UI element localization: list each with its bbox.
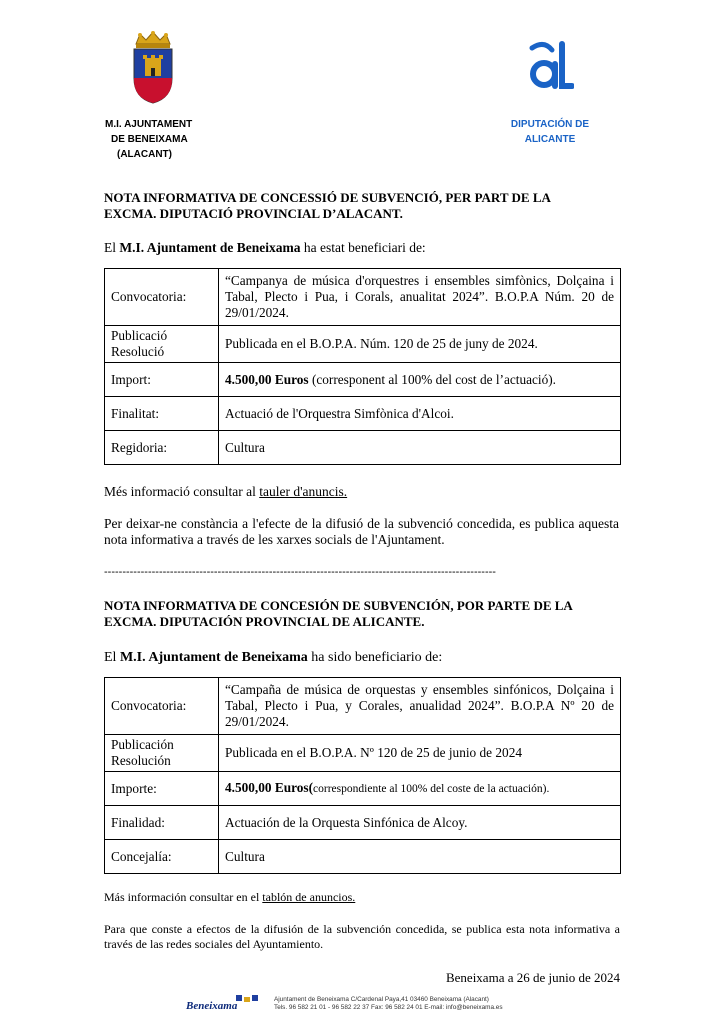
val-more-pre: Més informació consultar al [104, 484, 260, 499]
cas-value-finalidad: Actuación de la Orquesta Sinfónica de Alcoy. [219, 806, 621, 840]
table-row [105, 431, 621, 465]
val-label-import: Import: [105, 363, 219, 397]
cas-intro-post: ha sido beneficiario de: [307, 650, 443, 665]
val-more-info [104, 484, 347, 500]
footer-brand: Beneixama [186, 1000, 238, 1012]
ajuntament-line3: (ALACANT) [117, 149, 172, 160]
cas-importe-amount: 4.500,00 Euros( [225, 780, 314, 795]
cas-label-finalidad: Finalidad: [105, 806, 219, 840]
val-label-finalitat: Finalitat: [105, 397, 219, 431]
val-value-import [219, 363, 621, 397]
section-separator: ----------------------------------------------------------------------------------------------------------- [104, 566, 496, 578]
val-import-note: (corresponent al 100% del cost de l’actuació). [308, 371, 556, 387]
cas-label-concejalia: Concejalía: [105, 840, 219, 874]
val-label-publicacio: Publicació Resolució [105, 326, 219, 363]
val-label-regidoria: Regidoria: [105, 431, 219, 465]
cas-intro [104, 650, 442, 666]
val-value-regidoria: Cultura [219, 431, 621, 465]
diputacion-line1: DIPUTACIÓN DE [510, 119, 590, 130]
cas-closing: Para que conste a efectos de la difusión de la subvención concedida, se publica esta nota informativa a través de las redes sociales del Ayuntamiento. [104, 922, 620, 951]
cas-more-pre: Más información consultar en el [104, 890, 263, 904]
cas-label-publicacion: Publicación Resolución [105, 735, 219, 772]
ajuntament-line1: M.I. AJUNTAMENT [105, 119, 193, 130]
table-row [105, 840, 621, 874]
document-date: Beneixama a 26 de junio de 2024 [445, 970, 620, 985]
cas-info-table [104, 677, 621, 874]
val-value-finalitat: Actuació de l'Orquestra Simfònica d'Alcoi. [219, 397, 621, 431]
val-intro-bold: M.I. Ajuntament de Beneixama [119, 240, 301, 255]
table-row [105, 269, 621, 326]
cas-value-publicacion: Publicada en el B.O.P.A. Nº 120 de 25 de junio de 2024 [219, 735, 621, 772]
val-closing: Per deixar-ne constància a l'efecte de la difusió de la subvenció concedida, es publica aquesta nota informativa a través de les xarxes socials de l'Ajuntament. [104, 516, 619, 547]
diputacion-header [490, 117, 610, 147]
val-value-publicacio: Publicada en el B.O.P.A. Núm. 120 de 25 de juny de 2024. [219, 326, 621, 363]
val-label-convocatoria: Convocatoria: [105, 269, 219, 326]
table-row [105, 397, 621, 431]
table-row [105, 772, 621, 806]
table-row [105, 735, 621, 772]
cas-intro-pre: El [104, 650, 120, 665]
val-tauler-link[interactable]: tauler d'anuncis. [259, 484, 348, 499]
val-import-amount: 4.500,00 Euros [225, 371, 309, 387]
cas-label-importe: Importe: [105, 772, 219, 806]
ajuntament-header [105, 117, 215, 162]
cas-value-importe [219, 772, 621, 806]
cas-more-info [104, 890, 355, 905]
val-title: NOTA INFORMATIVA DE CONCESSIÓ DE SUBVENCIÓ, PER PART DE LA EXCMA. DIPUTACIÓ PROVINCIAL D’ALACANT. [104, 190, 551, 221]
diputacion-alicante-logo-icon [528, 40, 574, 92]
table-row [105, 363, 621, 397]
footer-brand-logo [186, 993, 266, 1015]
val-intro-post: ha estat beneficiari de: [300, 240, 426, 255]
val-intro [104, 240, 426, 256]
table-row [105, 806, 621, 840]
table-row [105, 326, 621, 363]
cas-title: NOTA INFORMATIVA DE CONCESIÓN DE SUBVENCIÓN, POR PARTE DE LA EXCMA. DIPUTACIÓN PROVINCIAL DE ALICANTE. [104, 598, 573, 629]
footer-address [274, 996, 574, 1012]
beneixama-coat-of-arms-icon [128, 30, 178, 105]
diputacion-line2: ALICANTE [524, 134, 576, 145]
table-row [105, 678, 621, 735]
cas-value-concejalia: Cultura [219, 840, 621, 874]
cas-value-convocatoria: “Campaña de música de orquestas y ensembles sinfónicos, Dolçaina i Tabal, Plecto i Pua, y Corales, anualidad 2024”. B.O.P.A Nº 20 de 29/01/2024. [219, 678, 621, 735]
val-value-convocatoria: “Campanya de música d'orquestres i ensembles simfònics, Dolçaina i Tabal, Plecto i Pua, i Corals, anualitat 2024”. B.O.P.A Núm. 20 de 29/01/2024. [219, 269, 621, 326]
cas-tablon-link[interactable]: tablón de anuncios. [262, 890, 356, 904]
val-intro-pre: El [104, 240, 120, 255]
footer-address-line1: Ajuntament de Beneixama C/Cardenal Paya,41 03460 Beneixama (Alacant) [274, 996, 489, 1003]
cas-importe-note: correspondiente al 100% del coste de la actuación). [313, 783, 550, 795]
val-info-table [104, 268, 621, 465]
ajuntament-line2: DE BENEIXAMA [111, 134, 188, 145]
cas-label-convocatoria: Convocatoria: [105, 678, 219, 735]
cas-intro-bold: M.I. Ajuntament de Beneixama [119, 650, 308, 665]
footer-address-line2: Tels. 96 582 21 01 - 96 582 22 37 Fax: 96 582 24 01 E-mail: info@beneixama.es [274, 1004, 503, 1011]
